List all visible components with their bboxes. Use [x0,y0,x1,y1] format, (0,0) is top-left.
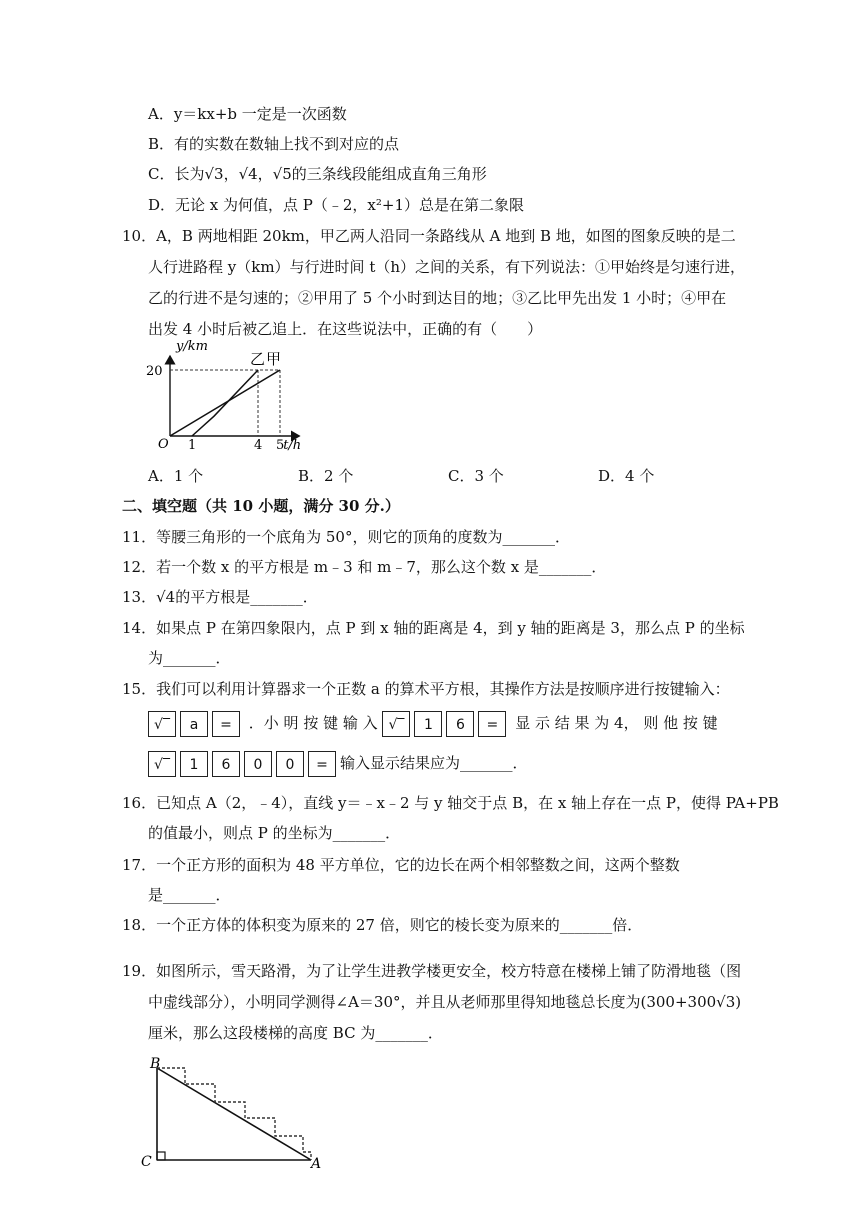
q13: 13．√4的平方根是_______． [122,588,318,606]
a-key: a [180,711,208,737]
q10-option-d: D．4 个 [598,467,655,485]
digit-1-key: 1 [414,711,442,737]
y-axis-label: y/km [176,339,208,354]
sqrt-key: √‾ [148,751,176,777]
hypotenuse-ba [157,1068,311,1160]
digit-0-key: 0 [244,751,272,777]
label-b: B [150,1056,161,1072]
q10-line3: 乙的行进不是匀速的；②甲用了 5 个小时到达目的地；③乙比甲先出发 1 小时；④甲在 [148,289,727,307]
q10-options [148,465,708,487]
q10-line4: 出发 4 小时后被乙追上．在这些说法中，正确的有（ ） [148,320,543,338]
q15-line3 [148,748,528,778]
q15-line3-tail: 输入显示结果应为_______． [340,754,528,772]
q18: 18．一个正方体的体积变为原来的 27 倍，则它的棱长变为原来的_______倍． [122,916,643,934]
equals-key: = [212,711,240,737]
q10-option-a: A．1 个 [148,467,204,485]
equals-key: = [478,711,506,737]
series-line-0 [170,370,280,436]
digit-1-key: 1 [180,751,208,777]
q10-line2: 人行进路程 y（km）与行进时间 t（h）之间的关系，有下列说法：①甲始终是匀速行进， [148,258,746,276]
equals-key: = [308,751,336,777]
q10-option-c: C．3 个 [448,467,504,485]
section-2-title: 二、填空题（共 10 小题，满分 30 分.） [122,497,400,515]
q15-line2-text: ．小 明 按 键 输 入 [248,714,378,732]
x-tick-5: 5 [276,438,285,453]
sqrt-key: √‾ [148,711,176,737]
q17-line1: 17．一个正方形的面积为 48 平方单位，它的边长在两个相邻整数之间，这两个整数 [122,856,680,874]
q19-stair-figure [135,1052,335,1177]
origin-label: O [158,437,169,452]
q15-line1: 15．我们可以利用计算器求一个正数 a 的算术平方根，其操作方法是按顺序进行按键输入： [122,680,730,698]
q19-line2: 中虚线部分），小明同学测得∠A＝30°，并且从老师那里得知地毯总长度为(300+300√3) [148,993,742,1011]
q19-line1: 19．如图所示，雪天路滑，为了让学生进教学楼更安全，校方特意在楼梯上铺了防滑地毯（图 [122,962,742,980]
q15-line2 [148,708,718,738]
series-label-yi: 乙 [250,350,266,368]
q11: 11．等腰三角形的一个底角为 50°，则它的顶角的度数为_______． [122,528,570,546]
q9-option-d: D．无论 x 为何值，点 P（﹣2，x²+1）总是在第二象限 [148,196,525,214]
q19-line3: 厘米，那么这段楼梯的高度 BC 为_______． [148,1024,443,1042]
sqrt-key: √‾ [382,711,410,737]
q14-line2: 为_______． [148,649,231,667]
digit-6-key: 6 [212,751,240,777]
label-a: A [311,1156,322,1172]
q10-line1: 10．A，B 两地相距 20km，甲乙两人沿同一条路线从 A 地到 B 地，如图的图象反映的是二 [122,227,736,245]
q17-line2: 是_______． [148,886,231,904]
digit-6-key: 6 [446,711,474,737]
label-c: C [141,1154,152,1170]
right-angle-mark [157,1152,165,1160]
q15-line2-tail: 显 示 结 果 为 4， 则 他 按 键 [515,714,718,732]
x-tick-4: 4 [254,438,263,453]
q10-distance-time-chart [140,338,320,458]
digit-0-key: 0 [276,751,304,777]
q9-option-a: A．y＝kx+b 一定是一次函数 [148,105,347,123]
q9-option-b: B．有的实数在数轴上找不到对应的点 [148,135,400,153]
y-tick-20: 20 [146,364,163,379]
q14-line1: 14．如果点 P 在第四象限内，点 P 到 x 轴的距离是 4，到 y 轴的距离是 3，那么点 P 的坐标 [122,619,745,637]
x-tick-1: 1 [188,438,197,453]
x-axis-label: t/h [283,438,302,453]
q16-line1: 16．已知点 A（2，﹣4），直线 y＝﹣x﹣2 与 y 轴交于点 B，在 x 轴上存在一点 P，使得 PA+PB [122,794,779,812]
series-label-jia: 甲 [266,350,282,368]
q16-line2: 的值最小，则点 P 的坐标为_______． [148,824,401,842]
q12: 12．若一个数 x 的平方根是 m﹣3 和 m﹣7，那么这个数 x 是_______． [122,558,607,576]
q9-option-c: C．长为√3，√4，√5的三条线段能组成直角三角形 [148,165,487,183]
q10-option-b: B．2 个 [298,467,354,485]
